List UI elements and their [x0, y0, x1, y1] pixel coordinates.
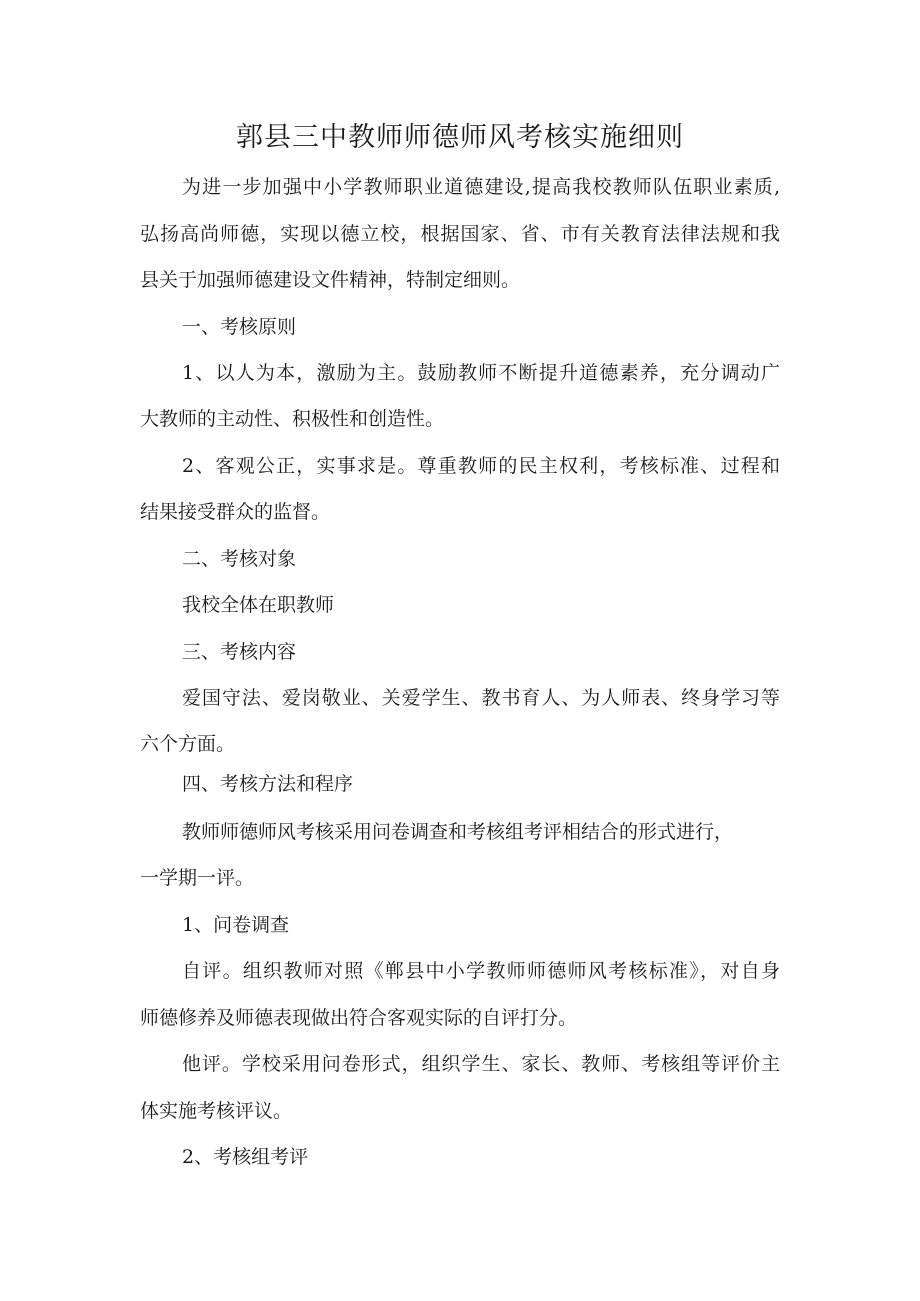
- paragraph-line: 体实施考核评议。: [140, 1100, 293, 1122]
- paragraph-line: 结果接受群众的监督。: [140, 501, 331, 523]
- paragraph-line: 县关于加强师德建设文件精神，特制定细则。: [140, 269, 521, 291]
- paragraph-line: 自评。组织教师对照《郸县中小学教师师德师风考核标准》，对自身: [182, 960, 780, 982]
- paragraph-line: 弘扬高尚师德，实现以德立校，根据国家、省、市有关教育法律法规和我: [140, 223, 780, 245]
- document-title: 郭县三中教师师德师风考核实施细则: [236, 122, 684, 153]
- section-heading: 三、考核内容: [182, 641, 297, 663]
- paragraph-line: 师德修养及师德表现做出符合客观实际的自评打分。: [140, 1007, 578, 1029]
- section-heading: 二、考核对象: [182, 548, 297, 570]
- paragraph-line: 1、以人为本，激励为主。鼓励教师不断提升道德素养，充分调动广: [182, 362, 780, 384]
- subsection-heading: 2、考核组考评: [182, 1146, 309, 1168]
- paragraph-line: 2、客观公正，实事求是。尊重教师的民主权利，考核标准、过程和: [182, 455, 780, 477]
- subsection-heading: 1、问卷调查: [182, 914, 290, 936]
- paragraph-line: 六个方面。: [140, 733, 236, 755]
- paragraph-line: 教师师德师风考核采用问卷调查和考核组考评相结合的形式进行，: [182, 821, 734, 843]
- section-heading: 一、考核原则: [182, 316, 297, 338]
- paragraph-line: 他评。学校采用问卷形式，组织学生、家长、教师、考核组等评价主: [182, 1053, 780, 1075]
- paragraph-line: 为进一步加强中小学教师职业道德建设,提高我校教师队伍职业素质,: [182, 176, 780, 198]
- section-heading: 四、考核方法和程序: [182, 773, 354, 795]
- paragraph-line: 一学期一评。: [140, 867, 255, 889]
- paragraph-line: 大教师的主动性、积极性和创造性。: [140, 408, 445, 430]
- paragraph-line: 我校全体在职教师: [182, 594, 335, 616]
- paragraph-line: 爱国守法、爱岗敬业、关爱学生、教书育人、为人师表、终身学习等: [182, 687, 780, 709]
